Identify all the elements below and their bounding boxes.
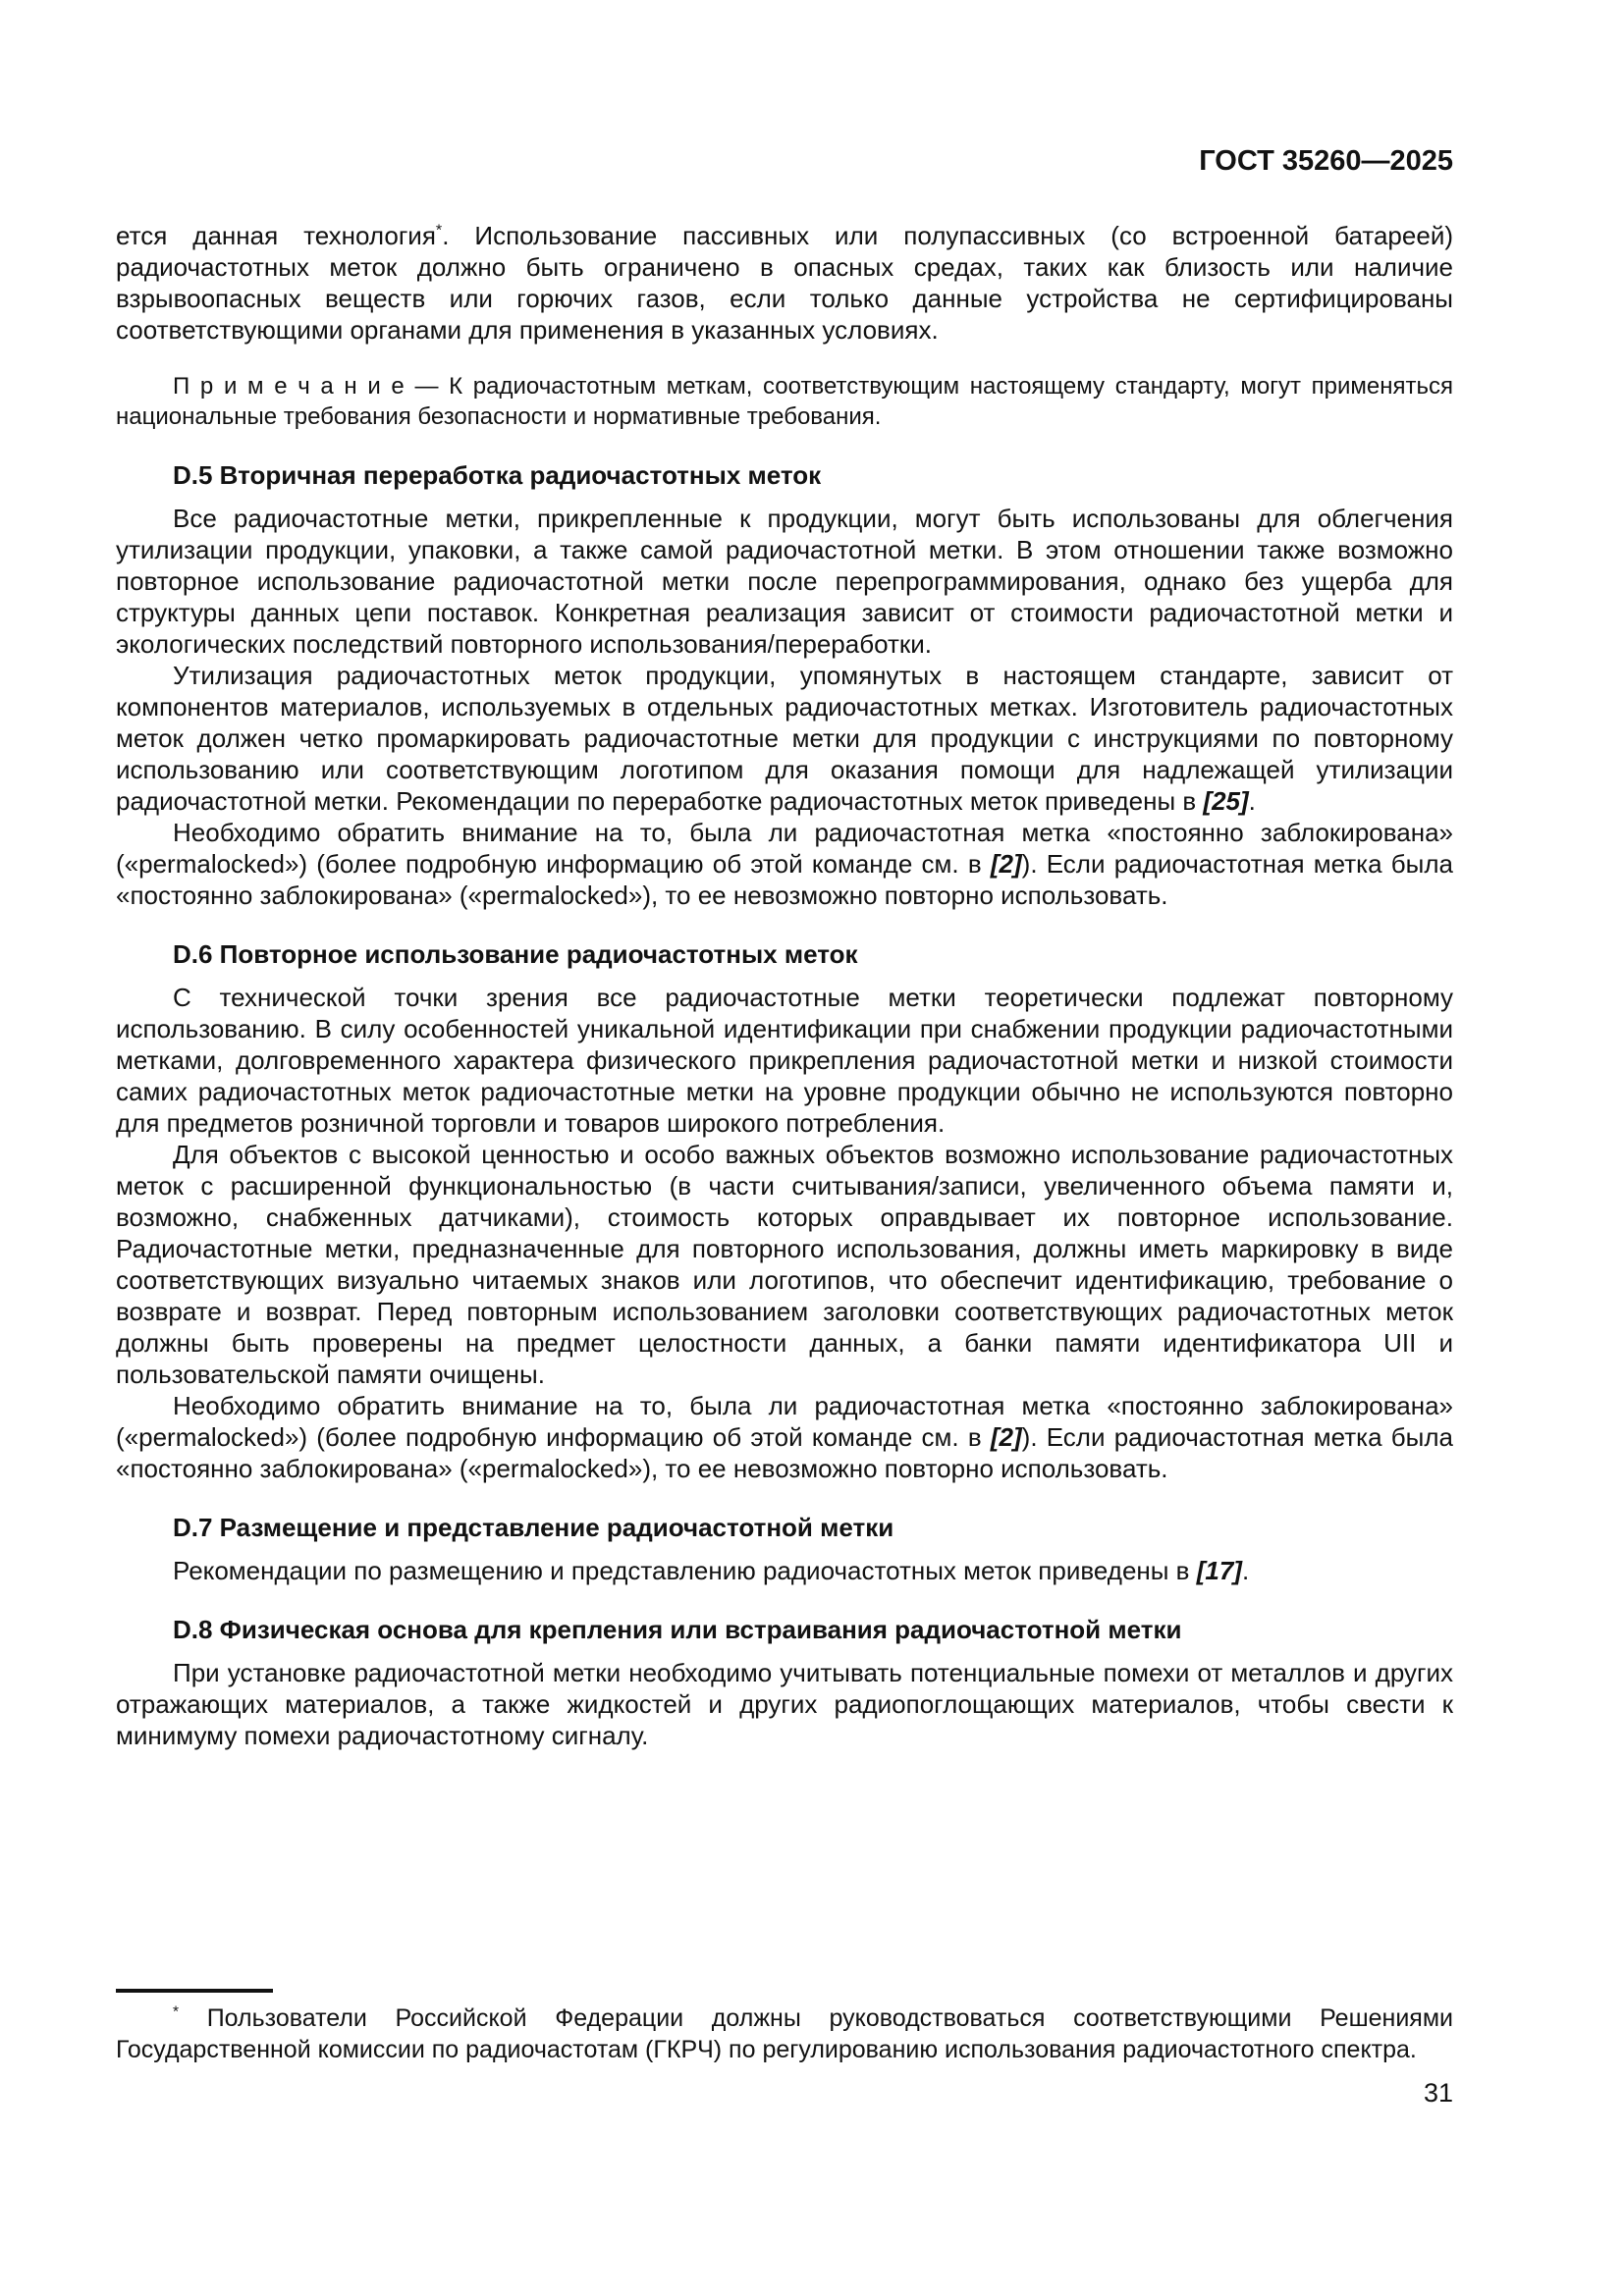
d5-paragraph-1: Все радиочастотные метки, прикрепленные к продукции, могут быть использованы для облегчения утилизации продукции, упаковки, а также самой радиочастотной метки. В этом отношении также возможно повторное использование радиочастотной метки после перепрограммирования, однако без ущерба для структуры данных цепи поставок. Конкретная реализация зависит от стоимости радиочастотной метки и экологических последствий повторного использования/переработки.	[116, 504, 1453, 659]
reference-17: [17]	[1196, 1556, 1242, 1585]
d8-paragraph-1: При установке радиочастотной метки необходимо учитывать потенциальные помехи от металлов и других отражающих материалов, а также жидкостей и других радиопоглощающих материалов, чтобы свести к минимуму помехи радиочастотному сигналу.	[116, 1658, 1453, 1750]
text-run: Утилизация радиочастотных меток продукции, упомянутых в настоящем стандарте, зависит от компонентов материалов, используемых в отдельных радиочастотных метках. Изготовитель радиочастотных меток должен четко промаркировать радиочастотные метки для продукции с инструкциями по повторному использованию или соответствующим логотипом для оказания помощи для надлежащей утилизации радиочастотной метки. Рекомендации по переработке радиочастотных меток приведены в	[116, 661, 1453, 816]
reference-25: [25]	[1203, 786, 1249, 816]
page-content	[116, 143, 1453, 1751]
footnote-text: Пользователи Российской Федерации должны руководствоваться соответствующими Решениями Государственной комиссии по радиочастотам (ГКРЧ) по регулированию использования радиочастотного спектра.	[116, 2004, 1453, 2063]
d6-paragraph-permalock	[116, 1390, 1453, 1484]
section-heading-d8: D.8 Физическая основа для крепления или встраивания радиочастотной метки	[173, 1615, 1182, 1644]
running-header: ГОСТ 35260—2025	[1199, 145, 1453, 177]
reference-2: [2]	[990, 849, 1022, 879]
section-heading-d6: D.6 Повторное использование радиочастотных меток	[173, 939, 858, 969]
text-run: Необходимо обратить внимание на то, была ли радиочастотная метка «постоянно заблокирована» («permalocked») (более подробную информацию об этой команде см. в	[116, 818, 1453, 879]
d7-paragraph-1	[116, 1555, 1453, 1586]
section-heading-d7: D.7 Размещение и представление радиочастотной метки	[173, 1513, 894, 1542]
text-run: .	[1248, 786, 1256, 816]
text-run: Рекомендации по размещению и представлению радиочастотных меток приведены в	[173, 1556, 1197, 1585]
text-run: ется данная технология	[116, 221, 436, 250]
footnote-paragraph	[116, 2002, 1453, 2065]
text-run: .	[1241, 1556, 1250, 1585]
page-number: 31	[1423, 2078, 1453, 2108]
d6-paragraph-1: С технической точки зрения все радиочастотные метки теоретически подлежат повторному использованию. В силу особенностей уникальной идентификации при снабжении продукции радиочастотными метками, долговременного характера физического прикрепления радиочастотной метки и низкой стоимости самих радиочастотных меток радиочастотные метки на уровне продукции обычно не используются повторно для предметов розничной торговли и товаров широкого потребления.	[116, 983, 1453, 1138]
text-run: . Использование пассивных или полупассивных (со встроенной батареей) радиочастотных меток должно быть ограничено в опасных средах, таких как близость или наличие взрывоопасных веществ или горючих газов, если только данные устройства не сертифицированы соответствующими органами для применения в указанных условиях.	[116, 221, 1453, 345]
footnote-marker: *	[435, 221, 443, 240]
text-run: Необходимо обратить внимание на то, была ли радиочастотная метка «постоянно заблокирована» («permalocked») (более подробную информацию об этой команде см. в	[116, 1391, 1453, 1452]
d5-paragraph-2	[116, 660, 1453, 817]
text-run: ). Если радиочастотная метка была «постоянно заблокирована» («permalocked»), то ее невозможно повторно использовать.	[116, 849, 1453, 910]
footnote-area	[116, 1989, 1453, 2109]
d6-paragraph-2: Для объектов с высокой ценностью и особо важных объектов возможно использование радиочастотных меток с расширенной функциональностью (в части считывания/записи, увеличенного объема памяти и, возможно, снабженных датчиками), стоимость которых оправдывает их повторное использование. Радиочастотные метки, предназначенные для повторного использования, должны иметь маркировку в виде соответствующих визуально читаемых знаков или логотипов, что обеспечит идентификацию, требование о возврате и возврат. Перед повторным использованием заголовки соответствующих радиочастотных меток должны быть проверены на предмет целостности данных, а банки памяти идентификатора UII и пользовательской памяти очищены.	[116, 1140, 1453, 1389]
section-heading-d5: D.5 Вторичная переработка радиочастотных меток	[173, 460, 822, 490]
note-paragraph	[116, 371, 1453, 432]
reference-2: [2]	[990, 1422, 1022, 1452]
note-text: — К радиочастотным меткам, соответствующим настоящему стандарту, могут применяться национальные требования безопасности и нормативные требования.	[116, 373, 1453, 430]
footnote-marker: *	[173, 2003, 180, 2021]
note-label: П р и м е ч а н и е	[173, 373, 405, 400]
intro-paragraph	[116, 220, 1453, 346]
footnote-rule	[116, 1989, 273, 1993]
text-run: ). Если радиочастотная метка была «постоянно заблокирована» («permalocked»), то ее невозможно повторно использовать.	[116, 1422, 1453, 1483]
d5-paragraph-permalock	[116, 817, 1453, 911]
